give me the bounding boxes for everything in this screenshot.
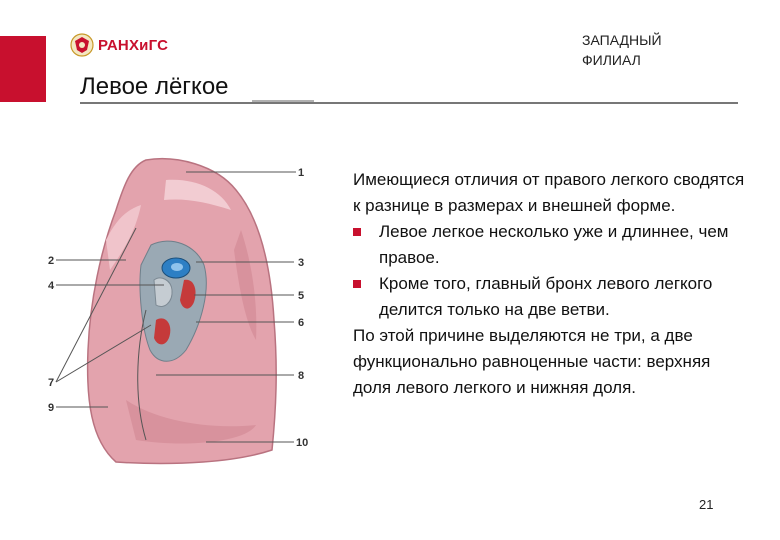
figure-label-3: 3 bbox=[298, 257, 305, 269]
figure-label-7: 7 bbox=[48, 377, 55, 389]
square-bullet-icon bbox=[353, 280, 361, 288]
bullet-text: Кроме того, главный бронх левого легкого делится только на две ветви. bbox=[379, 274, 713, 319]
bullet-item bbox=[353, 219, 748, 271]
figure-label-5: 5 bbox=[298, 290, 305, 302]
branch-label bbox=[582, 30, 662, 70]
square-bullet-icon bbox=[353, 228, 361, 236]
figure-label-9: 9 bbox=[48, 402, 55, 414]
branch-line-1: ЗАПАДНЫЙ bbox=[582, 32, 662, 48]
bullet-text: Левое легкое несколько уже и длиннее, чем правое. bbox=[379, 222, 729, 267]
artery-lumen bbox=[171, 263, 183, 271]
emblem-icon bbox=[70, 32, 94, 58]
accent-block bbox=[0, 36, 46, 102]
intro-paragraph: Имеющиеся отличия от правого легкого сводятся к разнице в размерах и внешней форме. bbox=[353, 170, 745, 215]
title-underline-accent bbox=[252, 100, 314, 102]
figure-label-6: 6 bbox=[298, 317, 305, 329]
left-lung-illustration bbox=[46, 150, 326, 470]
figure-label-1: 1 bbox=[298, 167, 305, 179]
page-number: 21 bbox=[699, 497, 714, 512]
conclusion-paragraph: По этой причине выделяются не три, а две функционально равноценные части: верхняя доля левого легкого и нижняя доля. bbox=[353, 326, 711, 397]
bullet-item bbox=[353, 271, 748, 323]
figure-label-2: 2 bbox=[48, 255, 55, 267]
figure-label-8: 8 bbox=[298, 370, 305, 382]
ranepa-logo bbox=[70, 32, 168, 58]
title-underline bbox=[80, 102, 738, 104]
branch-line-2: ФИЛИАЛ bbox=[582, 52, 641, 68]
figure-label-10: 10 bbox=[296, 437, 309, 449]
main-bronchus bbox=[154, 278, 172, 306]
logo-text: РАНХиГС bbox=[98, 36, 169, 54]
slide-title: Левое лёгкое bbox=[80, 73, 229, 100]
slide-body bbox=[353, 167, 748, 401]
figure-label-4: 4 bbox=[48, 280, 55, 292]
bullet-list bbox=[353, 219, 748, 323]
